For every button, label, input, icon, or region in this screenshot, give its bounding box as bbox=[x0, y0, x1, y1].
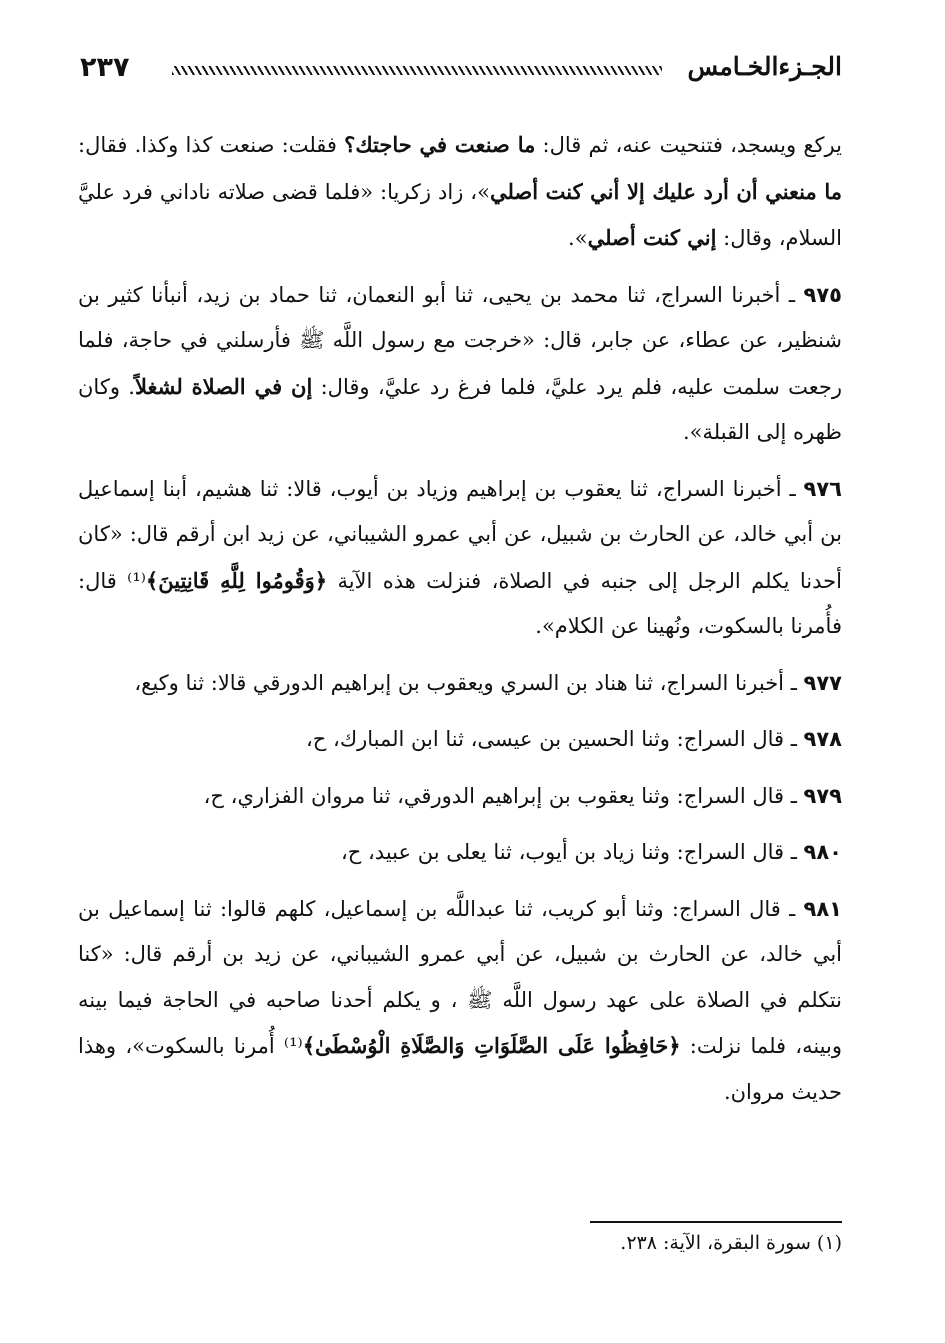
hadith-number: ٩٧٨ bbox=[803, 727, 842, 751]
hadith-paragraph: ٩٧٦ ـ أخبرنا السراج، ثنا يعقوب بن إبراهيم وزياد بن أيوب، قالا: ثنا هشيم، أبنا إسماعيل بن أبي خالد، عن الحارث بن شبيل، عن أبي عمرو الشيباني، عن زيد ابن أرقم قال: «كان أحدنا يكلم الرجل إلى جنبه في الصلاة، فنزلت هذه الآية ﴿وَقُومُوا لِلَّهِ قَانِتِينَ﴾⁽¹⁾ قال: فأُمرنا بالسكوت، ونُهينا عن الكلام». bbox=[78, 476, 842, 638]
page-number: ٢٣٧ bbox=[80, 52, 130, 83]
text-segment: يركع ويسجد، فتنحيت عنه، ثم قال: bbox=[535, 133, 842, 157]
emphasized-text: ﴿وَقُومُوا لِلَّهِ قَانِتِينَ﴾ bbox=[145, 567, 328, 593]
text-segment: فقلت: صنعت كذا وكذا. فقال: bbox=[78, 133, 345, 157]
page-header bbox=[72, 52, 842, 88]
text-segment: أخبرنا السراج، ثنا محمد بن يحيى، ثنا أبو النعمان، ثنا حماد بن زيد، أنبأنا كثير بن شنظير، عن عطاء، عن جابر، قال: «خرجت مع رسول اللَّه ﷺ فأرسلني في حاجة، فلما رجعت سلمت عليه، فلم يرد عليَّ، فلما فرغ رد عليَّ، وقال: bbox=[78, 282, 842, 399]
emphasized-text: ما منعني أن أرد عليك إلا أني كنت أصلي bbox=[489, 178, 842, 204]
hadith-number: ٩٧٥ bbox=[803, 282, 842, 307]
hadith-number: ٩٨٠ bbox=[803, 840, 842, 864]
hadith-paragraph: ٩٨٠ ـ قال السراج: وثنا زياد بن أيوب، ثنا يعلى بن عبيد، ح، bbox=[341, 840, 842, 864]
header-rule bbox=[172, 66, 662, 75]
hadith-paragraph: ٩٧٨ ـ قال السراج: وثنا الحسين بن عيسى، ثنا ابن المبارك، ح، bbox=[306, 727, 842, 751]
text-segment: قال السراج: وثنا أبو كريب، ثنا عبداللَّه بن إسماعيل، كلهم قالوا: ثنا إسماعيل بن أبي خالد، عن الحارث بن شبيل، عن أبي عمرو الشيباني، عن زيد بن أرقم قال: «كنا نتكلم في الصلاة على عهد رسول اللَّه ﷺ ، و يكلم أحدنا صاحبه في الحاجة فيما بينه وبينه، فلما نزلت: bbox=[78, 896, 842, 1058]
text-segment: قال السراج: وثنا الحسين بن عيسى، ثنا ابن المبارك، ح، bbox=[306, 727, 785, 751]
hadith-number: ٩٧٧ bbox=[803, 670, 842, 695]
footnote: (١) سورة البقرة، الآية: ٢٣٨. bbox=[620, 1232, 842, 1254]
text-segment: ». bbox=[568, 226, 588, 250]
emphasized-text: إني كنت أصلي bbox=[587, 225, 717, 250]
footnote-rule bbox=[590, 1221, 842, 1223]
hadith-paragraph: ٩٧٥ ـ أخبرنا السراج، ثنا محمد بن يحيى، ثنا أبو النعمان، ثنا حماد بن زيد، أنبأنا كثير بن شنظير، عن عطاء، عن جابر، قال: «خرجت مع رسول اللَّه ﷺ فأرسلني في حاجة، فلما رجعت سلمت عليه، فلم يرد عليَّ، فلما فرغ رد عليَّ، وقال: إن في الصلاة لشغلاً. وكان ظهره إلى القبلة». bbox=[78, 282, 842, 444]
text-paragraph bbox=[78, 122, 842, 262]
text-segment: قال السراج: وثنا يعقوب بن إبراهيم الدورقي، ثنا مروان الفزاري، ح، bbox=[203, 783, 785, 808]
text-segment: أخبرنا السراج، ثنا يعقوب بن إبراهيم وزياد بن أيوب، قالا: ثنا هشيم، أبنا إسماعيل بن أبي خالد، عن الحارث بن شبيل، عن أبي عمرو الشيباني، عن زيد ابن أرقم قال: «كان أحدنا يكلم الرجل إلى جنبه في الصلاة، فنزلت هذه الآية bbox=[78, 476, 842, 593]
hadith-paragraph: ٩٧٩ ـ قال السراج: وثنا يعقوب بن إبراهيم الدورقي، ثنا مروان الفزاري، ح، bbox=[203, 783, 842, 808]
part-title: الجـزءالخـامس bbox=[687, 52, 842, 81]
text-segment: . وكان ظهره إلى القبلة». bbox=[78, 374, 842, 444]
hadith-number: ٩٧٩ bbox=[803, 783, 842, 808]
hadith-paragraph: ٩٨١ ـ قال السراج: وثنا أبو كريب، ثنا عبداللَّه بن إسماعيل، كلهم قالوا: ثنا إسماعيل بن أبي خالد، عن الحارث بن شبيل، عن أبي عمرو الشيباني، عن زيد بن أرقم قال: «كنا نتكلم في الصلاة على عهد رسول اللَّه ﷺ ، و يكلم أحدنا صاحبه في الحاجة فيما بينه وبينه، فلما نزلت: ﴿حَافِظُوا عَلَى الصَّلَوَاتِ وَالصَّلَاةِ الْوُسْطَىٰ﴾⁽¹⁾ أُمرنا بالسكوت»، وهذا حديث مروان. bbox=[78, 896, 842, 1104]
page-body bbox=[78, 122, 842, 1115]
emphasized-text: ﴿حَافِظُوا عَلَى الصَّلَوَاتِ وَالصَّلَاةِ الْوُسْطَىٰ﴾ bbox=[302, 1033, 681, 1058]
hadith-number: ٩٨١ bbox=[803, 896, 842, 921]
hadith-number: ٩٧٦ bbox=[803, 476, 842, 501]
text-segment: »، زاد زكريا: «فلما قضى صلاته ناداني فرد عليَّ السلام، وقال: bbox=[78, 179, 842, 250]
text-segment: قال السراج: وثنا زياد بن أيوب، ثنا يعلى بن عبيد، ح، bbox=[341, 840, 785, 864]
hadith-paragraph: ٩٧٧ ـ أخبرنا السراج، ثنا هناد بن السري ويعقوب بن إبراهيم الدورقي قالا: ثنا وكيع، bbox=[134, 670, 842, 695]
emphasized-text: إن في الصلاة لشغلاً bbox=[134, 373, 313, 399]
text-segment: ⁽¹⁾ قال: فأُمرنا بالسكوت، ونُهينا عن الكلام». bbox=[78, 568, 842, 638]
text-segment: ⁽¹⁾ أُمرنا بالسكوت»، وهذا حديث مروان. bbox=[78, 1034, 842, 1104]
text-segment: أخبرنا السراج، ثنا هناد بن السري ويعقوب بن إبراهيم الدورقي قالا: ثنا وكيع، bbox=[134, 670, 785, 695]
emphasized-text: ما صنعت في حاجتك؟ bbox=[344, 132, 536, 157]
